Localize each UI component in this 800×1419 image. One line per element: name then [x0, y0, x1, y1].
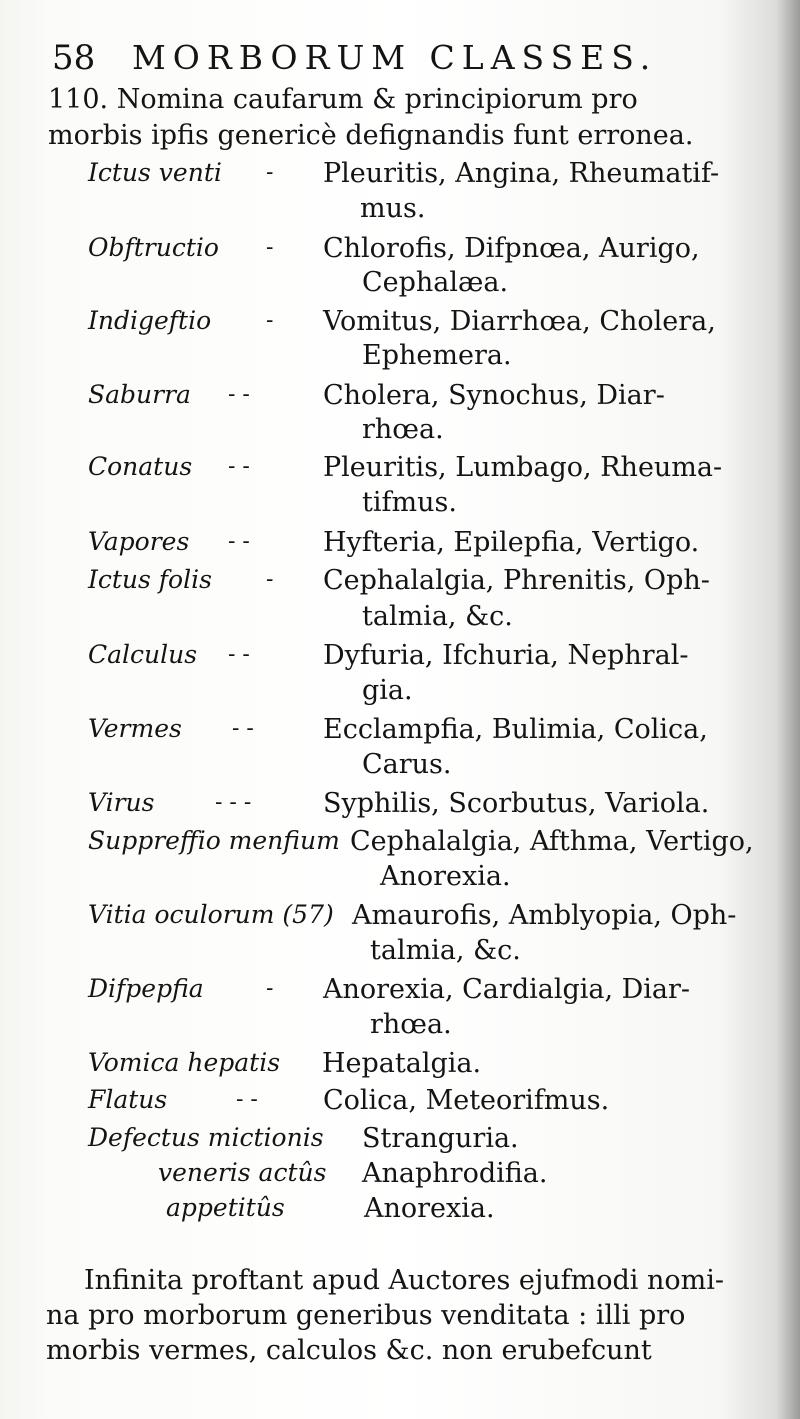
entry-term: Saburra [88, 380, 191, 409]
entry-row [0, 1158, 800, 1194]
entry-row [0, 826, 800, 862]
intro-line-2: morbis ipfis genericè defignandis funt erronea. [48, 120, 694, 151]
entry-row [0, 1048, 800, 1084]
entry-diseases: Anorexia, Cardialgia, Diar- [323, 974, 691, 1005]
entry-row [0, 1193, 800, 1229]
entry-diseases: Chlorofis, Difpnœa, Aurigo, [323, 233, 700, 264]
entry-dashes: - [266, 567, 274, 592]
entry-term: Obftructio [88, 233, 219, 262]
entry-dashes: - [266, 160, 274, 185]
entry-continuation: mus. [360, 193, 426, 224]
entry-term: Ictus venti [88, 158, 222, 187]
entry-row [0, 640, 800, 676]
entry-continuation: Carus. [362, 749, 452, 780]
entry-continuation: gia. [362, 675, 413, 706]
entry-continuation: Anorexia. [380, 861, 511, 892]
page-header [52, 38, 752, 84]
entry-continuation: talmia, &c. [362, 601, 513, 632]
entry-dashes: - - [232, 716, 254, 741]
entry-continuation: Cephalæa. [362, 267, 509, 298]
entry-dashes: - [266, 308, 274, 333]
entry-dashes: - - [228, 382, 250, 407]
entry-term: veneris actûs [158, 1158, 327, 1187]
intro-line-1: 110. Nomina caufarum & principiorum pro [48, 84, 638, 115]
entry-diseases: Syphilis, Scorbutus, Variola. [323, 788, 710, 819]
entry-term: Vermes [88, 714, 182, 743]
entry-term: Difpepfia [88, 974, 204, 1003]
entry-dashes: - [266, 235, 274, 260]
entry-row [0, 900, 800, 936]
entry-diseases: Pleuritis, Angina, Rheumatif- [323, 158, 720, 189]
entry-row [0, 452, 800, 488]
conclusion-line-3: morbis vermes, calculos &c. non erubefcunt [46, 1335, 652, 1366]
entry-term: Vomica hepatis [88, 1048, 281, 1077]
entry-dashes: - - - [215, 790, 252, 815]
entry-diseases: Hepatalgia. [322, 1048, 482, 1079]
entry-diseases: Pleuritis, Lumbago, Rheuma- [323, 452, 723, 483]
entry-term: Conatus [88, 452, 193, 481]
entry-row [0, 1123, 800, 1159]
entry-continuation: rhœa. [370, 1009, 452, 1040]
entry-continuation: talmia, &c. [370, 935, 521, 966]
entry-diseases: Dyfuria, Ifchuria, Nephral- [323, 640, 689, 671]
entry-row [0, 1085, 800, 1121]
entry-row [0, 158, 800, 194]
entry-continuation: rhœa. [362, 414, 444, 445]
entry-term: Indigeftio [88, 306, 212, 335]
entry-diseases: Stranguria. [362, 1123, 519, 1154]
entry-dashes: - - [236, 1087, 258, 1112]
page-number: 58 [52, 38, 96, 78]
entry-term: Vitia oculorum (57) [88, 900, 334, 929]
entry-dashes: - - [228, 529, 250, 554]
conclusion-line-1: Infinita proftant apud Auctores ejufmodi nomi- [84, 1265, 724, 1296]
entry-diseases: Cephalalgia, Afthma, Vertigo, [350, 826, 754, 857]
entry-diseases: Amaurofis, Amblyopia, Oph- [352, 900, 737, 931]
entry-term: Calculus [88, 640, 198, 669]
entry-row [0, 306, 800, 342]
conclusion-line-2: na pro morborum generibus venditata : illi pro [46, 1300, 686, 1331]
running-head: MORBORUM CLASSES. [132, 38, 658, 77]
entry-row [0, 714, 800, 750]
entry-diseases: Vomitus, Diarrhœa, Cholera, [323, 306, 716, 337]
entry-diseases: Anorexia. [364, 1193, 495, 1224]
entry-diseases: Anaphrodifia. [362, 1158, 548, 1189]
entry-diseases: Colica, Meteorifmus. [323, 1085, 610, 1116]
entry-dashes: - - [228, 454, 250, 479]
entry-diseases: Ecclampfia, Bulimia, Colica, [323, 714, 708, 745]
entry-continuation: tifmus. [362, 487, 457, 518]
entry-dashes: - [266, 976, 274, 1001]
entry-term: Suppreffio menfium [88, 826, 340, 855]
entry-term: Vapores [88, 527, 190, 556]
entry-dashes: - - [228, 642, 250, 667]
entry-row [0, 788, 800, 824]
entry-term: Ictus folis [88, 565, 212, 594]
entry-term: Virus [88, 788, 155, 817]
entry-term: Defectus mictionis [88, 1123, 324, 1152]
entry-term: appetitûs [166, 1193, 285, 1222]
entry-row [0, 565, 800, 601]
entry-row [0, 233, 800, 269]
entry-continuation: Ephemera. [362, 340, 512, 371]
entry-diseases: Hyfteria, Epilepfia, Vertigo. [323, 527, 700, 558]
entry-diseases: Cephalalgia, Phrenitis, Oph- [323, 565, 710, 596]
entry-row [0, 527, 800, 563]
entry-row [0, 974, 800, 1010]
entry-term: Flatus [88, 1085, 168, 1114]
entry-diseases: Cholera, Synochus, Diar- [323, 380, 665, 411]
entry-row [0, 380, 800, 416]
